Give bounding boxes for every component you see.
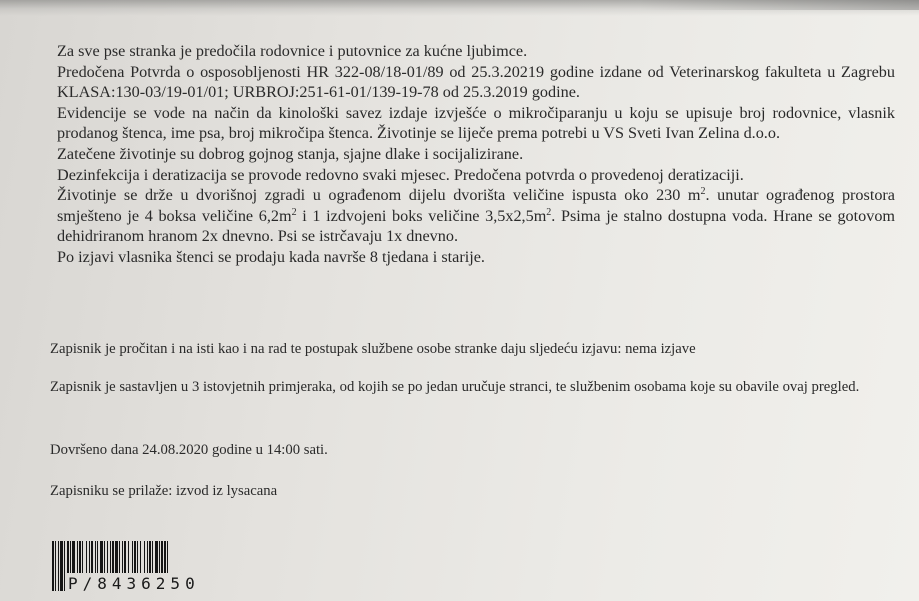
- housing-text-b: . unutar ograđenog prostora smješteno je 4 boksa veličine 6,2m: [57, 186, 895, 225]
- statement-paragraph: Zapisnik je pročitan i na isti kao i na rad te postupak službene osobe stranke daju sljedeću izjavu: nema izjave: [50, 341, 696, 357]
- barcode-number: P/8436250: [68, 574, 200, 593]
- housing-sup-3: 2: [546, 206, 552, 218]
- findings-line-condition: Zatečene životinje su dobrog gojnog stanja, sjajne dlake i socijalizirane.: [57, 144, 524, 163]
- housing-text-d: . Psima je stalno dostupna voda. Hrane se gotovom dehidriranom hranom 2x dnevno. Psi se istrčavaju 1x dnevno.: [57, 206, 896, 246]
- inspection-findings: [57, 41, 895, 268]
- page-top-shadow: [0, 0, 919, 16]
- housing-sup-1: 2: [700, 186, 706, 198]
- completion-paragraph: Dovršeno dana 24.08.2020 godine u 14:00 sati.: [50, 442, 328, 458]
- housing-sup-2: 2: [291, 206, 297, 218]
- attachments-paragraph: Zapisniku se prilaže: izvod iz lysacana: [50, 483, 278, 499]
- findings-line-disinfection: Dezinfekcija i deratizacija se provode redovno svaki mjesec. Predočena potvrda o provedenoj deratizaciji.: [57, 165, 744, 184]
- housing-text-c: i 1 izdvojeni boks veličine 3,5x2,5m: [296, 206, 547, 225]
- findings-line-housing: [57, 185, 895, 247]
- findings-line-pedigree: Za sve pse stranka je predočila rodovnice i putovnice za kućne ljubimce.: [57, 42, 528, 60]
- housing-text-a: Životinje se drže u dvorišnoj zgradi u ograđenom dijelu dvorišta veličine ispusta oko 230 m: [57, 186, 701, 205]
- findings-line-records: Evidencije se vode na način da kinološki savez izdaje izvješće o mikročiparanju u koju se upisuje broj rodovnice, vlasnik prodanog štenca, ime psa, broj mikročipa štenca. Životinje se liječe prema potrebi u VS Sveti Ivan Zelina d.o.o.: [57, 103, 895, 143]
- findings-line-sale-age: Po izjavi vlasnika štenci se prodaju kada navrše 8 tjedana i starije.: [57, 247, 485, 266]
- findings-line-certificate: Predočena Potvrda o osposobljenosti HR 322-08/18-01/89 od 25.3.20219 godine izdane od Veterinarskog fakulteta u Zagrebu KLASA:130-03/19-01/01; URBROJ:251-61-01/139-19-78 od 25.3.2019 godine.: [57, 62, 895, 102]
- copies-paragraph: Zapisnik je sastavljen u 3 istovjetnih primjeraka, od kojih se po jedan uručuje stranci, te službenim osobama koje su obavile ovaj pregled.: [50, 379, 860, 395]
